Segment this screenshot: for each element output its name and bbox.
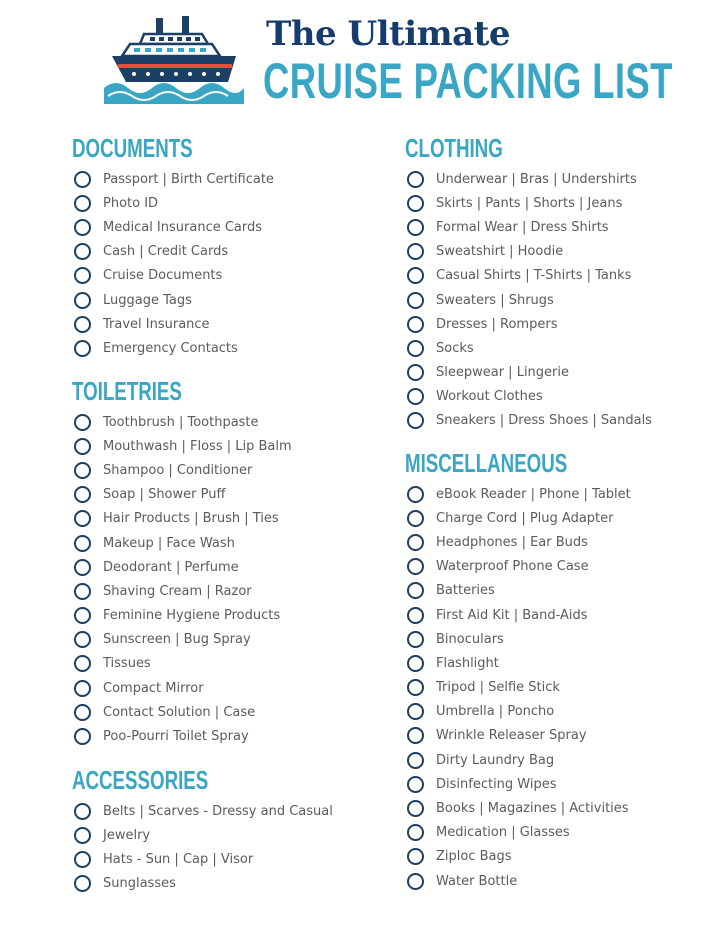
item-label: Sunscreen | Bug Spray [103, 632, 251, 648]
item-label: Batteries [436, 583, 495, 599]
item-label: Umbrella | Poncho [436, 704, 555, 720]
checklist-item [72, 336, 274, 360]
item-label: Cash | Credit Cards [103, 244, 229, 260]
item-label: Mouthwash | Floss | Lip Balm [103, 438, 292, 454]
item-label: Wrinkle Releaser Spray [436, 728, 587, 744]
checkbox-circle[interactable] [74, 414, 91, 431]
item-label: Tissues [103, 656, 151, 672]
section-documents [72, 131, 274, 361]
checklist-item [405, 264, 652, 288]
checkbox-circle[interactable] [407, 752, 424, 769]
checkbox-circle[interactable] [74, 462, 91, 479]
checkbox-circle[interactable] [407, 824, 424, 841]
item-list [405, 482, 631, 893]
item-label: Toothbrush | Toothpaste [103, 414, 259, 430]
checklist-item [72, 264, 274, 288]
item-label: Formal Wear | Dress Shirts [436, 219, 609, 235]
checklist-item [405, 603, 631, 627]
checklist-item [72, 872, 333, 896]
checkbox-circle[interactable] [407, 412, 424, 429]
checklist-item [405, 796, 631, 820]
item-label: eBook Reader | Phone | Tablet [436, 486, 631, 502]
item-label: Passport | Birth Certificate [103, 171, 274, 187]
checkbox-circle[interactable] [74, 486, 91, 503]
checkbox-circle[interactable] [407, 776, 424, 793]
checklist-item [405, 167, 652, 191]
item-label: Underwear | Bras | Undershirts [436, 171, 637, 187]
item-label: Jewelry [103, 827, 151, 843]
item-label: Hats - Sun | Cap | Visor [103, 851, 254, 867]
checkbox-circle[interactable] [407, 655, 424, 672]
item-label: Sneakers | Dress Shoes | Sandals [436, 413, 652, 429]
checkbox-circle[interactable] [74, 655, 91, 672]
item-label: Sleepwear | Lingerie [436, 365, 569, 381]
item-label: Books | Magazines | Activities [436, 801, 629, 817]
checkbox-circle[interactable] [74, 851, 91, 868]
checkbox-circle[interactable] [407, 558, 424, 575]
item-label: Ziploc Bags [436, 849, 512, 865]
item-label: Tripod | Selfie Stick [436, 680, 560, 696]
section-clothing [405, 131, 652, 433]
checkbox-circle[interactable] [74, 680, 91, 697]
item-label: Flashlight [436, 655, 499, 671]
item-label: Poo-Pourri Toilet Spray [103, 729, 249, 745]
checkbox-circle[interactable] [407, 703, 424, 720]
item-label: Dresses | Rompers [436, 316, 558, 332]
checklist-item [405, 506, 631, 530]
checkbox-circle[interactable] [74, 292, 91, 309]
checklist-item [72, 288, 274, 312]
checklist-item [405, 336, 652, 360]
checkbox-circle[interactable] [74, 728, 91, 745]
item-label: Deodorant | Perfume [103, 559, 239, 575]
checklist-item [405, 845, 631, 869]
checklist-item [72, 312, 274, 336]
checkbox-circle[interactable] [407, 316, 424, 333]
checkbox-circle[interactable] [74, 875, 91, 892]
checklist-item [72, 507, 292, 531]
checkbox-circle[interactable] [74, 340, 91, 357]
item-label: Contact Solution | Case [103, 704, 256, 720]
checklist-item [72, 240, 274, 264]
item-label: Charge Cord | Plug Adapter [436, 510, 614, 526]
checkbox-circle[interactable] [74, 631, 91, 648]
item-label: Medical Insurance Cards [103, 219, 263, 235]
cruise-ship-icon [104, 16, 244, 104]
item-label: Shampoo | Conditioner [103, 462, 253, 478]
item-label: Sunglasses [103, 876, 176, 892]
checklist-item [405, 579, 631, 603]
checkbox-circle[interactable] [407, 388, 424, 405]
checkbox-circle[interactable] [74, 607, 91, 624]
section-accessories [72, 763, 333, 896]
item-label: Skirts | Pants | Shorts | Jeans [436, 195, 623, 211]
checklist-item [72, 191, 274, 215]
checkbox-circle[interactable] [74, 535, 91, 552]
item-label: Water Bottle [436, 873, 518, 889]
item-label: First Aid Kit | Band-Aids [436, 607, 588, 623]
section-title: MISCELLANEOUS [405, 448, 568, 478]
item-label: Compact Mirror [103, 680, 204, 696]
checklist-item [405, 240, 652, 264]
title-script: The Ultimate [266, 14, 511, 54]
checklist-item [72, 628, 292, 652]
item-label: Sweaters | Shrugs [436, 292, 554, 308]
checkbox-circle[interactable] [407, 727, 424, 744]
item-label: Luggage Tags [103, 292, 192, 308]
checklist-item [72, 724, 292, 748]
checklist-item [72, 215, 274, 239]
checklist-item [72, 700, 292, 724]
item-label: Cruise Documents [103, 268, 223, 284]
item-list [405, 167, 652, 433]
checkbox-circle[interactable] [407, 219, 424, 236]
checklist-item [405, 651, 631, 675]
checkbox-circle[interactable] [407, 364, 424, 381]
item-label: Emergency Contacts [103, 340, 238, 356]
section-title: ACCESSORIES [72, 765, 209, 795]
checkbox-circle[interactable] [407, 486, 424, 503]
checklist-item [405, 361, 652, 385]
checklist-item [405, 869, 631, 893]
checklist-item [405, 215, 652, 239]
item-label: Belts | Scarves - Dressy and Casual [103, 803, 333, 819]
item-label: Medication | Glasses [436, 825, 570, 841]
checklist-item [72, 823, 333, 847]
checkbox-circle[interactable] [407, 534, 424, 551]
checklist-item [72, 847, 333, 871]
item-label: Feminine Hygiene Products [103, 608, 281, 624]
section-title: DOCUMENTS [72, 133, 193, 163]
checkbox-circle[interactable] [74, 583, 91, 600]
checkbox-circle[interactable] [407, 873, 424, 890]
checkbox-circle[interactable] [407, 582, 424, 599]
item-label: Hair Products | Brush | Ties [103, 511, 279, 527]
checklist-item [405, 772, 631, 796]
checkbox-circle[interactable] [407, 267, 424, 284]
checkbox-circle[interactable] [407, 171, 424, 188]
item-label: Binoculars [436, 631, 504, 647]
checkbox-circle[interactable] [74, 267, 91, 284]
checklist-item [72, 531, 292, 555]
item-label: Waterproof Phone Case [436, 559, 589, 575]
item-label: Workout Clothes [436, 389, 543, 405]
checkbox-circle[interactable] [407, 631, 424, 648]
item-list [72, 799, 333, 896]
checkbox-circle[interactable] [74, 219, 91, 236]
item-list [72, 410, 292, 749]
checklist-item [72, 167, 274, 191]
checkbox-circle[interactable] [74, 704, 91, 721]
checkbox-circle[interactable] [74, 827, 91, 844]
item-label: Headphones | Ear Buds [436, 534, 588, 550]
checkbox-circle[interactable] [74, 171, 91, 188]
checkbox-circle[interactable] [74, 438, 91, 455]
checkbox-circle[interactable] [74, 195, 91, 212]
item-label: Dirty Laundry Bag [436, 752, 555, 768]
item-label: Travel Insurance [103, 316, 210, 332]
checkbox-circle[interactable] [407, 340, 424, 357]
checklist-item [72, 799, 333, 823]
checkbox-circle[interactable] [74, 243, 91, 260]
checkbox-circle[interactable] [74, 559, 91, 576]
checklist-item [405, 482, 631, 506]
title-main: CRUISE PACKING LIST [263, 53, 673, 109]
checklist-item [405, 385, 652, 409]
section-miscellaneous [405, 446, 631, 893]
checklist-item [405, 530, 631, 554]
checklist-item [72, 458, 292, 482]
header [0, 0, 720, 120]
item-label: Shaving Cream | Razor [103, 583, 252, 599]
checklist-item [405, 288, 652, 312]
checklist-item [72, 579, 292, 603]
checkbox-circle[interactable] [74, 316, 91, 333]
item-label: Socks [436, 340, 474, 356]
checkbox-circle[interactable] [407, 195, 424, 212]
item-label: Casual Shirts | T-Shirts | Tanks [436, 268, 632, 284]
item-label: Soap | Shower Puff [103, 487, 226, 503]
checkbox-circle[interactable] [407, 607, 424, 624]
section-toiletries [72, 374, 292, 749]
item-list [72, 167, 274, 361]
checklist-item [72, 604, 292, 628]
item-label: Disinfecting Wipes [436, 776, 557, 792]
checklist-item [405, 676, 631, 700]
checklist-item [405, 748, 631, 772]
checkbox-circle[interactable] [407, 679, 424, 696]
checkbox-circle[interactable] [74, 510, 91, 527]
checklist-item [405, 312, 652, 336]
checkbox-circle[interactable] [407, 292, 424, 309]
checkbox-circle[interactable] [407, 848, 424, 865]
checklist-item [405, 700, 631, 724]
checklist-item [405, 821, 631, 845]
item-label: Sweatshirt | Hoodie [436, 244, 564, 260]
section-title: TOILETRIES [72, 376, 182, 406]
checklist-item [405, 191, 652, 215]
checklist-item [72, 652, 292, 676]
section-title: CLOTHING [405, 133, 503, 163]
checklist-item [405, 555, 631, 579]
item-label: Photo ID [103, 195, 159, 211]
checklist-item [72, 410, 292, 434]
checkbox-circle[interactable] [407, 243, 424, 260]
checklist-item [72, 434, 292, 458]
checklist-item [72, 555, 292, 579]
checklist-item [72, 483, 292, 507]
checklist-item [405, 724, 631, 748]
checklist-item [405, 627, 631, 651]
item-label: Makeup | Face Wash [103, 535, 235, 551]
checklist-item [405, 409, 652, 433]
checkbox-circle[interactable] [407, 510, 424, 527]
checkbox-circle[interactable] [407, 800, 424, 817]
checkbox-circle[interactable] [74, 803, 91, 820]
checklist-item [72, 676, 292, 700]
